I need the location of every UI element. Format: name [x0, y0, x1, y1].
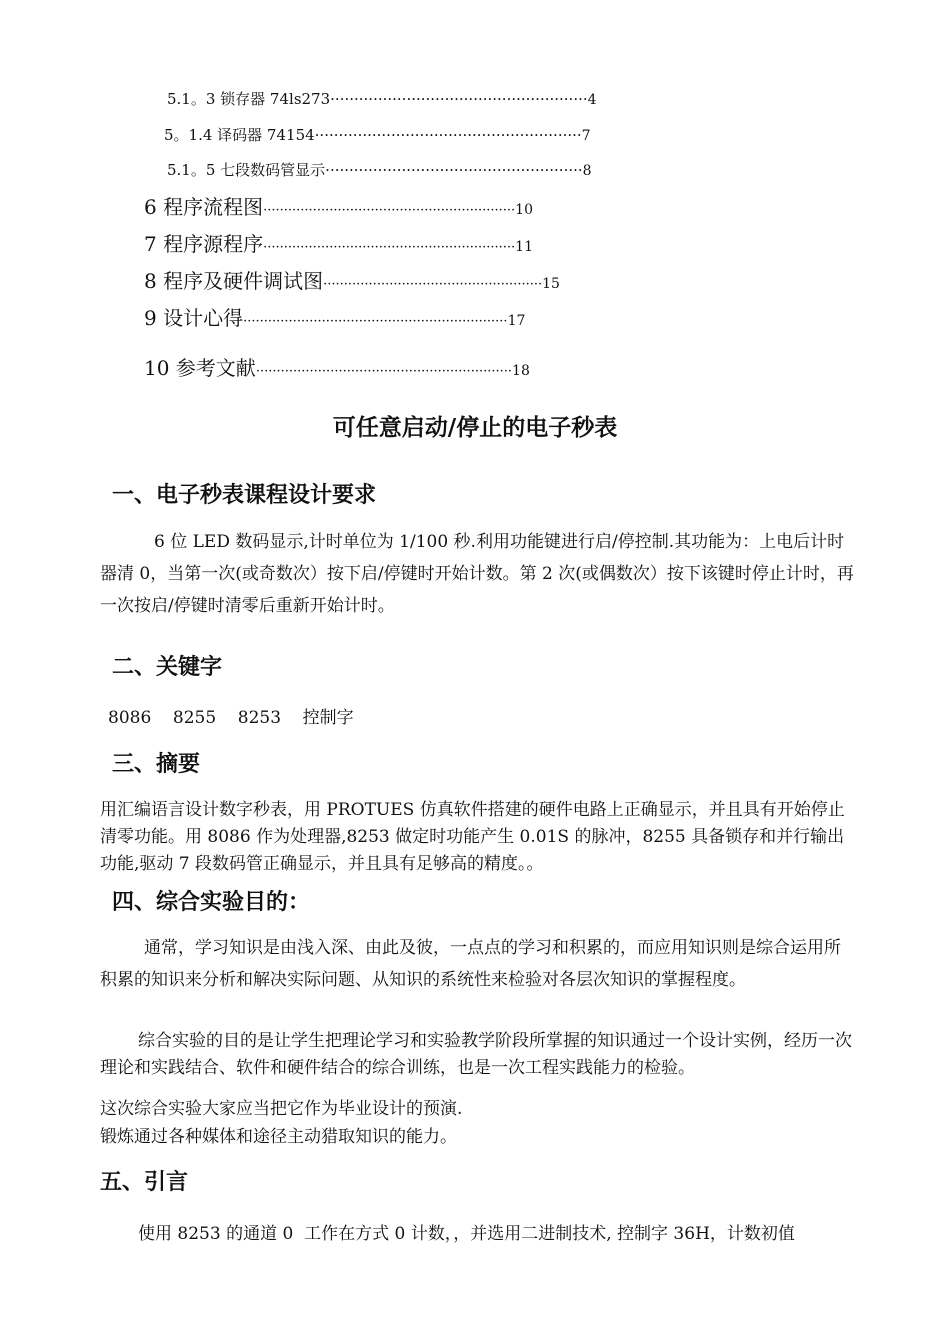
- toc-item-label: 6 程序流程图: [144, 195, 264, 219]
- section-heading: 二、关键字: [112, 655, 223, 680]
- toc-item[interactable]: [144, 265, 560, 294]
- toc-page-number: 17: [507, 313, 526, 329]
- section-heading: 五、引言: [100, 1170, 189, 1195]
- toc-leader: ······························································: [255, 364, 513, 379]
- toc-page-number: 8: [582, 163, 592, 179]
- toc-item-label: 5。1.4 译码器 74154: [164, 126, 315, 144]
- section-paragraph: 6 位 LED 数码显示,计时单位为 1/100 秒.利用功能键进行启/停控制.其功能为：上电后计时器清 0，当第一次(或奇数次）按下启/停键时开始计数。第 2 次(或偶数次）按下该键时停止计时，再一次按启/停键时清零后重新开始计时。: [100, 532, 854, 616]
- toc-item[interactable]: [144, 228, 533, 257]
- document-title: 可任意启动/停止的电子秒表: [332, 415, 618, 441]
- toc-item[interactable]: [167, 88, 597, 109]
- section-paragraph: 综合实验的目的是让学生把理论学习和实验教学阶段所掌握的知识通过一个设计实例，经历一次理论和实践结合、软件和硬件结合的综合训练，也是一次工程实践能力的检验。: [100, 1031, 852, 1078]
- toc-item-label: 7 程序源程序: [144, 232, 264, 256]
- section-heading: 三、摘要: [112, 752, 201, 777]
- keywords-line: 8086 8255 8253 控制字: [108, 708, 354, 728]
- section-paragraph: 使用 8253 的通道 0 工作在方式 0 计数，，并选用二进制技术, 控制字 36H，计数初值: [138, 1224, 795, 1244]
- toc-item[interactable]: [144, 191, 533, 220]
- toc-leader: ·····························································: [263, 240, 516, 255]
- toc-page-number: 10: [515, 202, 533, 218]
- section-line: 锻炼通过各种媒体和途径主动猎取知识的能力。: [100, 1127, 457, 1147]
- toc-item[interactable]: [144, 302, 525, 331]
- section-line: 这次综合实验大家应当把它作为毕业设计的预演.: [100, 1099, 463, 1119]
- toc-page-number: 15: [542, 276, 560, 292]
- toc-item-label: 8 程序及硬件调试图: [144, 269, 324, 293]
- toc-item[interactable]: [144, 352, 530, 381]
- toc-leader: ································································: [243, 314, 508, 329]
- toc-page-number: 7: [581, 128, 591, 144]
- section-heading: 一、电子秒表课程设计要求: [112, 483, 377, 508]
- toc-item-label: 9 设计心得: [144, 306, 244, 330]
- toc-item[interactable]: [167, 159, 592, 180]
- section-paragraph: 通常，学习知识是由浅入深、由此及彼，一点点的学习和积累的，而应用知识则是综合运用所积累的知识来分析和解决实际问题、从知识的系统性来检验对各层次知识的掌握程度。: [100, 938, 841, 990]
- toc-item-label: 5.1。5 七段数码管显示: [167, 161, 326, 179]
- toc-page-number: 11: [515, 239, 533, 255]
- toc-page-number: 18: [512, 363, 530, 379]
- toc-page-number: 4: [587, 92, 597, 108]
- section-paragraph: 用汇编语言设计数字秒表，用 PROTUES 仿真软件搭建的硬件电路上正确显示，并且具有开始停止清零功能。用 8086 作为处理器,8253 做定时功能产生 0.01S 的脉冲，8255 具备锁存和并行输出功能,驱动 7 段数码管正确显示，并且具有足够高的精度。。: [100, 800, 845, 874]
- section-heading: 四、综合实验目的：: [112, 890, 311, 915]
- toc-leader: ························································: [314, 126, 582, 144]
- toc-leader: ·····························································: [263, 203, 516, 218]
- toc-item-label: 10 参考文献: [144, 356, 256, 380]
- toc-leader: ······················································: [325, 161, 583, 179]
- toc-leader: ·····················································: [323, 277, 543, 292]
- toc-leader: ······················································: [330, 90, 588, 108]
- toc-item-label: 5.1。3 锁存器 74ls273: [167, 90, 331, 108]
- toc-item[interactable]: [164, 124, 591, 145]
